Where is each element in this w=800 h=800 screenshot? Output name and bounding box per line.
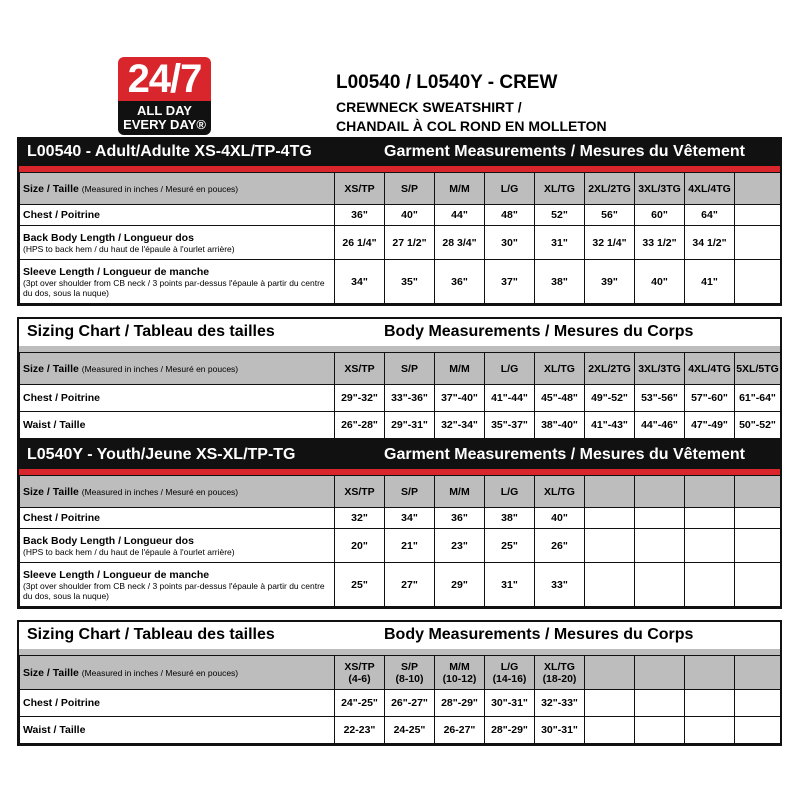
- table-row: [20, 385, 781, 412]
- value-cell: [635, 508, 685, 529]
- size-header-cell: L/G (14-16): [485, 656, 535, 690]
- value-cell: 57"-60": [685, 385, 735, 412]
- value-cell: 25": [485, 529, 535, 563]
- value-cell: [585, 717, 635, 744]
- value-cell: [735, 508, 781, 529]
- value-cell: 36": [335, 205, 385, 226]
- product-subtitle-en: CREWNECK SWEATSHIRT /: [336, 99, 522, 115]
- row-label: Sleeve Length / Longueur de manche: [23, 568, 210, 581]
- size-header-cell: XL/TG: [535, 173, 585, 205]
- section-header: [19, 622, 780, 649]
- value-cell: [735, 205, 781, 226]
- value-cell: 20": [335, 529, 385, 563]
- size-header-cell: XS/TP: [335, 353, 385, 385]
- value-cell: 38": [535, 260, 585, 304]
- size-label-cell: [20, 353, 335, 385]
- size-header-cell: L/G: [485, 173, 535, 205]
- value-cell: 35": [385, 260, 435, 304]
- value-cell: 27": [385, 563, 435, 607]
- row-note: (3pt over shoulder from CB neck / 3 points par-dessus l'épaule à partir du centre du dos, sous la nuque): [23, 277, 325, 298]
- row-label-cell: [20, 690, 335, 717]
- value-cell: 30": [485, 226, 535, 260]
- youth-garment-section: [17, 440, 782, 609]
- size-header-cell: 4XL/4TG: [685, 173, 735, 205]
- value-cell: 40": [535, 508, 585, 529]
- row-label: Chest / Poitrine: [23, 697, 101, 709]
- row-label-cell: [20, 385, 335, 412]
- value-cell: 48": [485, 205, 535, 226]
- value-cell: 26"-28": [335, 412, 385, 439]
- value-cell: 30"-31": [485, 690, 535, 717]
- section-title: L0540Y - Youth/Jeune XS-XL/TP-TG: [27, 446, 296, 463]
- value-cell: 32"-33": [535, 690, 585, 717]
- size-label: Size / Taille: [23, 182, 79, 195]
- adult-body-table: [19, 352, 781, 439]
- value-cell: 31": [535, 226, 585, 260]
- value-cell: 24-25": [385, 717, 435, 744]
- value-cell: [685, 529, 735, 563]
- value-cell: 32": [335, 508, 385, 529]
- value-cell: 23": [435, 529, 485, 563]
- table-row: [20, 563, 781, 607]
- row-label-cell: [20, 563, 335, 607]
- value-cell: [635, 529, 685, 563]
- size-header-row: [20, 656, 781, 690]
- logo-line2: EVERY DAY®: [123, 117, 206, 132]
- size-header-cell: [685, 476, 735, 508]
- size-header-cell: L/G: [485, 476, 535, 508]
- value-cell: [735, 563, 781, 607]
- value-cell: [685, 508, 735, 529]
- size-header-cell: [735, 656, 781, 690]
- value-cell: [735, 260, 781, 304]
- value-cell: [735, 226, 781, 260]
- size-header-row: [20, 173, 781, 205]
- value-cell: 32"-34": [435, 412, 485, 439]
- size-header-cell: 4XL/4TG: [685, 353, 735, 385]
- youth-body-table: [19, 655, 781, 744]
- value-cell: 64": [685, 205, 735, 226]
- size-header-cell: XS/TP: [335, 476, 385, 508]
- value-cell: 27 1/2": [385, 226, 435, 260]
- section-subtitle: Garment Measurements / Mesures du Vêtement: [384, 446, 746, 463]
- size-header-cell: S/P: [385, 353, 435, 385]
- row-label: Waist / Taille: [23, 419, 86, 431]
- size-header-cell: M/M: [435, 173, 485, 205]
- size-header-cell: XS/TP: [335, 173, 385, 205]
- row-label-cell: [20, 717, 335, 744]
- size-header-cell: 2XL/2TG: [585, 173, 635, 205]
- section-title: Sizing Chart / Tableau des tailles: [27, 323, 275, 340]
- value-cell: 29": [435, 563, 485, 607]
- value-cell: 25": [335, 563, 385, 607]
- value-cell: 56": [585, 205, 635, 226]
- adult-body-section: [17, 317, 782, 441]
- size-note: (Measured in inches / Mesuré en pouces): [81, 363, 239, 374]
- value-cell: 28"-29": [435, 690, 485, 717]
- size-header-cell: M/M: [435, 476, 485, 508]
- value-cell: [685, 717, 735, 744]
- value-cell: 32 1/4": [585, 226, 635, 260]
- section-header: [19, 442, 780, 469]
- size-header-cell: [635, 476, 685, 508]
- value-cell: [635, 563, 685, 607]
- value-cell: [585, 690, 635, 717]
- value-cell: 38": [485, 508, 535, 529]
- table-row: [20, 205, 781, 226]
- value-cell: 37"-40": [435, 385, 485, 412]
- size-note: (Measured in inches / Mesuré en pouces): [81, 667, 239, 678]
- size-header-cell: [685, 656, 735, 690]
- row-label-cell: [20, 412, 335, 439]
- youth-garment-table: [19, 475, 781, 607]
- value-cell: [635, 690, 685, 717]
- row-note: (3pt over shoulder from CB neck / 3 points par-dessus l'épaule à partir du centre du dos, sous la nuque): [23, 580, 325, 601]
- size-header-cell: M/M (10-12): [435, 656, 485, 690]
- value-cell: 33"-36": [385, 385, 435, 412]
- row-label: Chest / Poitrine: [23, 512, 101, 524]
- value-cell: 39": [585, 260, 635, 304]
- adult-garment-table: [19, 172, 781, 304]
- value-cell: 22-23": [335, 717, 385, 744]
- row-label-cell: [20, 226, 335, 260]
- brand-logo: [118, 57, 211, 135]
- size-label: Size / Taille: [23, 485, 79, 498]
- table-row: [20, 412, 781, 439]
- size-header-cell: M/M: [435, 353, 485, 385]
- product-subtitle-fr: CHANDAIL À COL ROND EN MOLLETON: [336, 118, 607, 134]
- table-row: [20, 508, 781, 529]
- size-header-cell: XS/TP (4-6): [335, 656, 385, 690]
- size-header-cell: XL/TG (18-20): [535, 656, 585, 690]
- size-header-cell: [735, 476, 781, 508]
- section-subtitle: Body Measurements / Mesures du Corps: [384, 626, 694, 643]
- value-cell: 50"-52": [735, 412, 781, 439]
- value-cell: 31": [485, 563, 535, 607]
- size-label-cell: [20, 173, 335, 205]
- size-header-cell: L/G: [485, 353, 535, 385]
- value-cell: 49"-52": [585, 385, 635, 412]
- value-cell: 37": [485, 260, 535, 304]
- value-cell: 29"-32": [335, 385, 385, 412]
- section-title: Sizing Chart / Tableau des tailles: [27, 626, 275, 643]
- size-label-cell: [20, 476, 335, 508]
- row-label: Waist / Taille: [23, 724, 86, 736]
- value-cell: 36": [435, 508, 485, 529]
- value-cell: 35"-37": [485, 412, 535, 439]
- value-cell: 30"-31": [535, 717, 585, 744]
- value-cell: [735, 717, 781, 744]
- value-cell: 28"-29": [485, 717, 535, 744]
- section-header: [19, 139, 780, 166]
- section-header: [19, 319, 780, 346]
- value-cell: 26": [535, 529, 585, 563]
- table-row: [20, 529, 781, 563]
- value-cell: 29"-31": [385, 412, 435, 439]
- row-note: (HPS to back hem / du haut de l'épaule à l'ourlet arrière): [23, 243, 235, 254]
- row-label: Back Body Length / Longueur dos: [23, 231, 194, 244]
- table-row: [20, 226, 781, 260]
- size-label-cell: [20, 656, 335, 690]
- value-cell: 61"-64": [735, 385, 781, 412]
- value-cell: 26"-27": [385, 690, 435, 717]
- size-header-row: [20, 476, 781, 508]
- size-header-row: [20, 353, 781, 385]
- row-label: Back Body Length / Longueur dos: [23, 534, 194, 547]
- value-cell: 40": [635, 260, 685, 304]
- adult-garment-section: [17, 137, 782, 306]
- size-label: Size / Taille: [23, 362, 79, 375]
- value-cell: [685, 563, 735, 607]
- section-title: L00540 - Adult/Adulte XS-4XL/TP-4TG: [27, 143, 312, 160]
- size-header-cell: [735, 173, 781, 205]
- row-label: Chest / Poitrine: [23, 392, 101, 404]
- value-cell: [685, 690, 735, 717]
- size-header-cell: [635, 656, 685, 690]
- row-label-cell: [20, 260, 335, 304]
- value-cell: 21": [385, 529, 435, 563]
- size-header-cell: S/P: [385, 173, 435, 205]
- value-cell: 34": [385, 508, 435, 529]
- value-cell: [585, 563, 635, 607]
- value-cell: 38"-40": [535, 412, 585, 439]
- value-cell: 41"-44": [485, 385, 535, 412]
- row-label-cell: [20, 205, 335, 226]
- value-cell: [735, 529, 781, 563]
- size-header-cell: 2XL/2TG: [585, 353, 635, 385]
- value-cell: 45"-48": [535, 385, 585, 412]
- value-cell: 41"-43": [585, 412, 635, 439]
- logo-line1: ALL DAY: [137, 103, 192, 118]
- value-cell: 44"-46": [635, 412, 685, 439]
- row-label-cell: [20, 508, 335, 529]
- value-cell: [585, 529, 635, 563]
- value-cell: 47"-49": [685, 412, 735, 439]
- product-title: L00540 / L0540Y - CREW: [336, 72, 558, 93]
- size-header-cell: XL/TG: [535, 353, 585, 385]
- size-header-cell: 5XL/5TG: [735, 353, 781, 385]
- value-cell: 40": [385, 205, 435, 226]
- value-cell: 52": [535, 205, 585, 226]
- value-cell: 26-27": [435, 717, 485, 744]
- value-cell: 34": [335, 260, 385, 304]
- size-header-cell: 3XL/3TG: [635, 173, 685, 205]
- size-header-cell: 3XL/3TG: [635, 353, 685, 385]
- value-cell: 34 1/2": [685, 226, 735, 260]
- size-note: (Measured in inches / Mesuré en pouces): [81, 486, 239, 497]
- size-header-cell: [585, 656, 635, 690]
- row-note: (HPS to back hem / du haut de l'épaule à l'ourlet arrière): [23, 546, 235, 557]
- size-label: Size / Taille: [23, 666, 79, 679]
- value-cell: 26 1/4": [335, 226, 385, 260]
- row-label-cell: [20, 529, 335, 563]
- table-row: [20, 717, 781, 744]
- value-cell: 36": [435, 260, 485, 304]
- value-cell: 33 1/2": [635, 226, 685, 260]
- value-cell: [635, 717, 685, 744]
- value-cell: [735, 690, 781, 717]
- value-cell: 24"-25": [335, 690, 385, 717]
- youth-body-section: [17, 620, 782, 746]
- value-cell: 41": [685, 260, 735, 304]
- size-header-cell: S/P (8-10): [385, 656, 435, 690]
- row-label: Chest / Poitrine: [23, 209, 101, 221]
- table-row: [20, 260, 781, 304]
- section-subtitle: Garment Measurements / Mesures du Vêtement: [384, 143, 746, 160]
- table-row: [20, 690, 781, 717]
- logo-number: 24/7: [118, 57, 211, 101]
- value-cell: 28 3/4": [435, 226, 485, 260]
- value-cell: 60": [635, 205, 685, 226]
- size-note: (Measured in inches / Mesuré en pouces): [81, 183, 239, 194]
- value-cell: 33": [535, 563, 585, 607]
- value-cell: 44": [435, 205, 485, 226]
- section-subtitle: Body Measurements / Mesures du Corps: [384, 323, 694, 340]
- value-cell: 53"-56": [635, 385, 685, 412]
- row-label: Sleeve Length / Longueur de manche: [23, 265, 210, 278]
- size-header-cell: XL/TG: [535, 476, 585, 508]
- logo-tagline: [118, 101, 211, 135]
- size-header-cell: S/P: [385, 476, 435, 508]
- size-header-cell: [585, 476, 635, 508]
- value-cell: [585, 508, 635, 529]
